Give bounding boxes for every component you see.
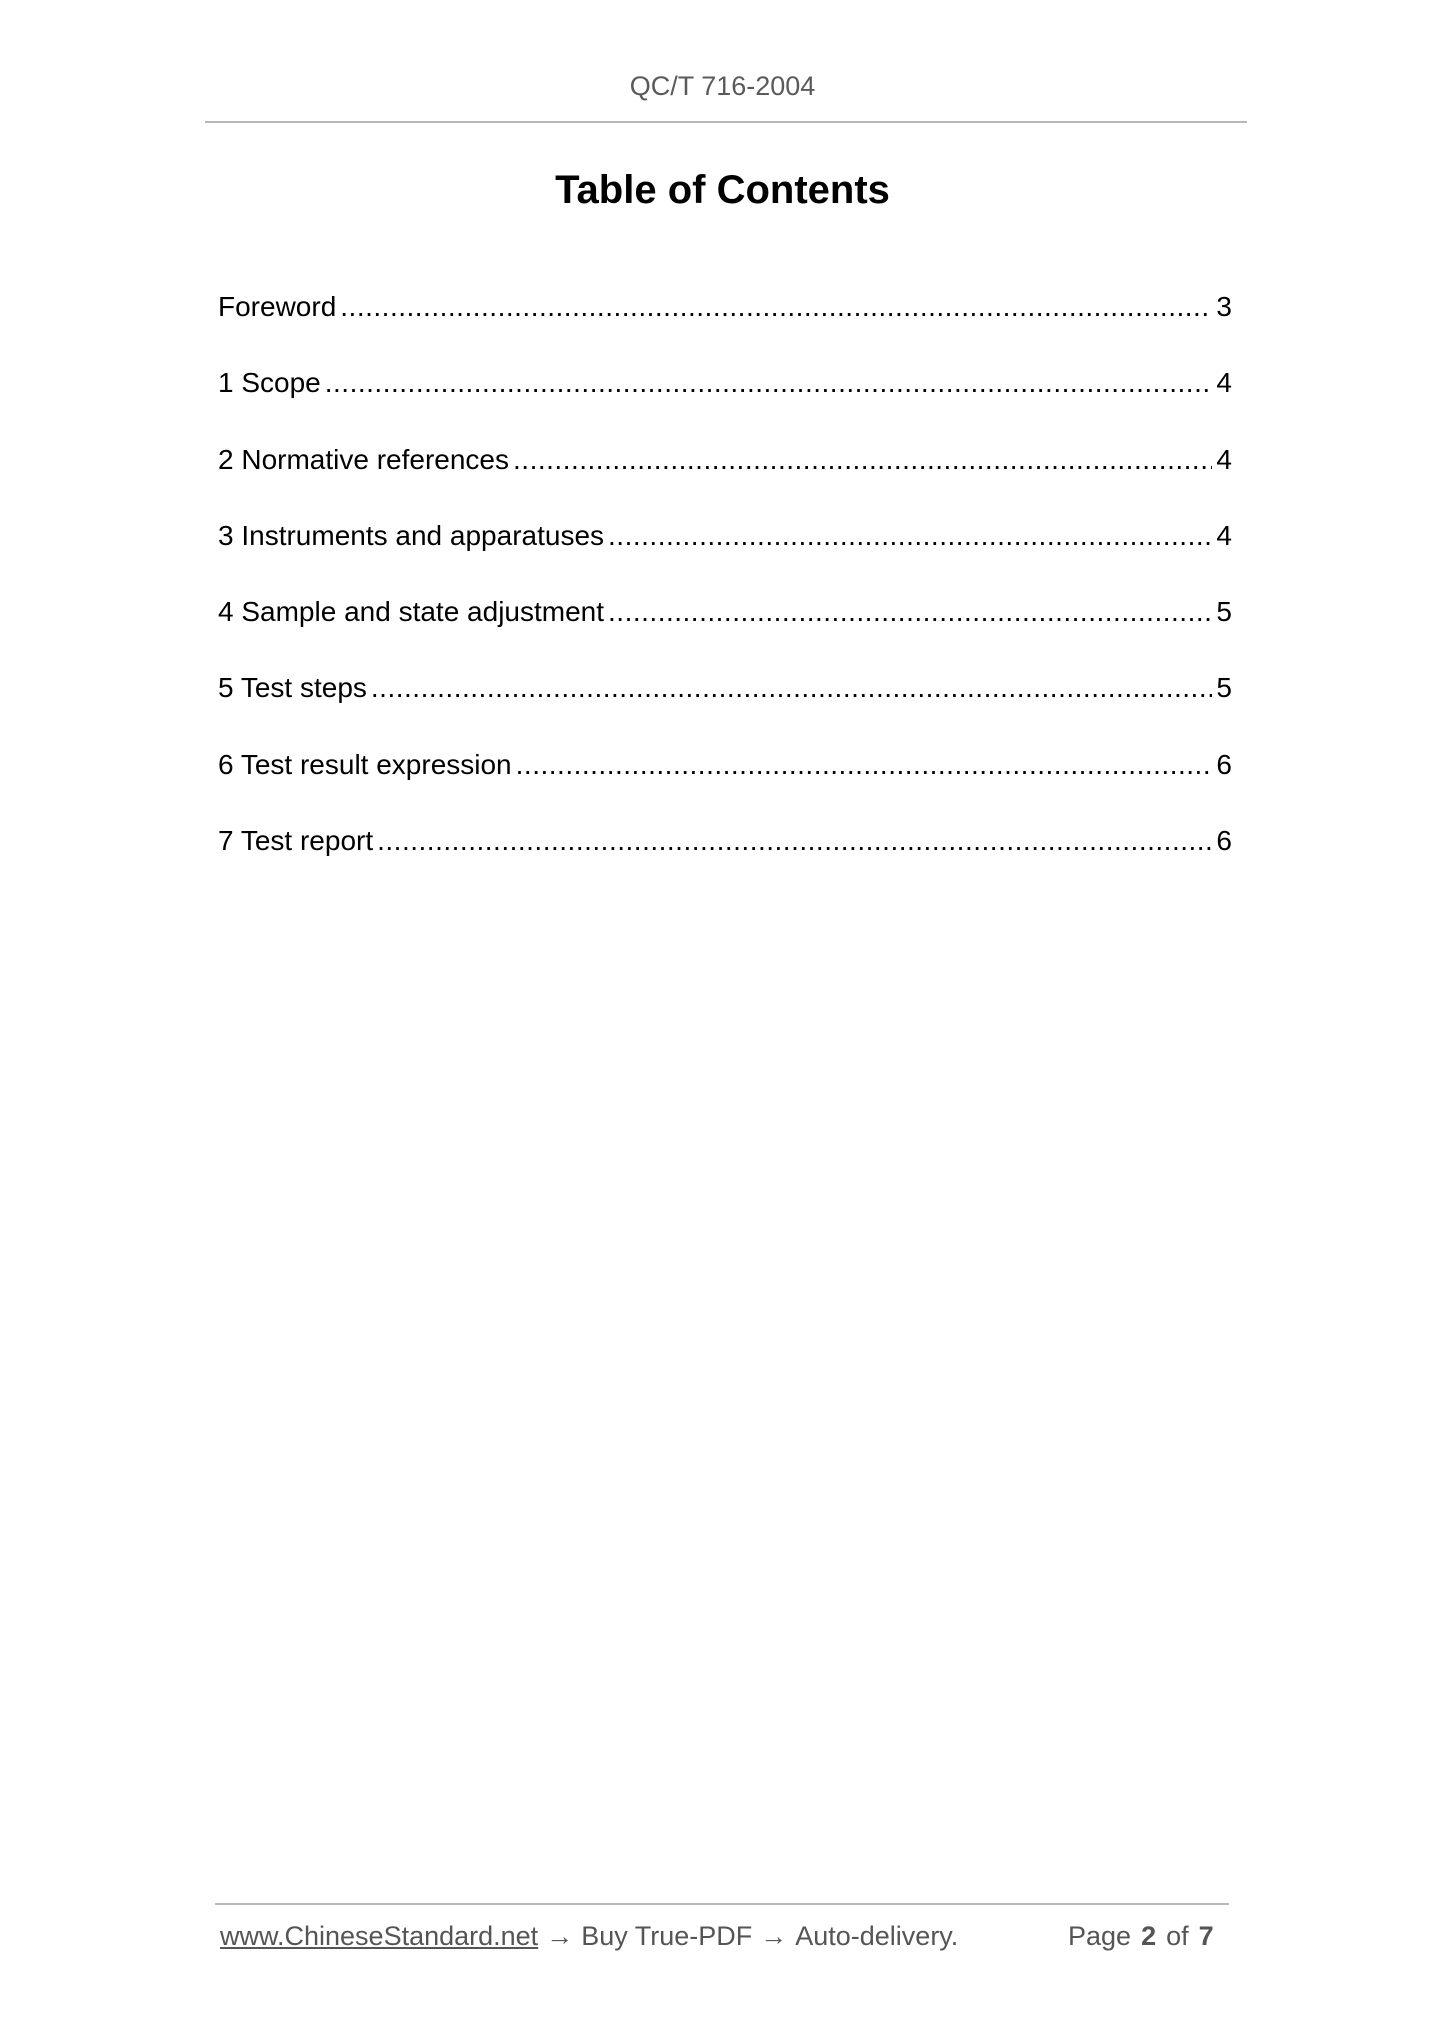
toc-entry-scope[interactable] bbox=[218, 363, 1232, 439]
toc-entry-label: Foreword bbox=[218, 291, 337, 322]
page-word: Page bbox=[1068, 1921, 1132, 1951]
toc-dot-leader bbox=[513, 440, 1212, 480]
toc-dot-leader bbox=[608, 516, 1212, 556]
total-pages-number: 7 bbox=[1198, 1921, 1214, 1951]
toc-entry-test-steps[interactable] bbox=[218, 668, 1232, 744]
toc-entry-label: 6 Test result expression bbox=[218, 748, 512, 780]
toc-entry-page: 4 bbox=[1216, 367, 1232, 399]
toc-dot-leader bbox=[340, 287, 1212, 327]
toc-entry-page: 3 bbox=[1216, 291, 1232, 322]
toc-dot-leader bbox=[608, 592, 1212, 632]
footer-promo bbox=[220, 1921, 958, 1952]
toc-entry-label: 3 Instruments and apparatuses bbox=[218, 519, 605, 551]
of-word: of bbox=[1166, 1921, 1189, 1951]
toc-entry-page: 6 bbox=[1216, 825, 1232, 857]
toc-entry-instruments[interactable] bbox=[218, 516, 1232, 592]
toc-entry-page: 4 bbox=[1216, 519, 1232, 551]
toc-entry-sample[interactable] bbox=[218, 592, 1232, 668]
toc-entry-label: 2 Normative references bbox=[218, 443, 510, 475]
toc-heading: Table of Contents bbox=[555, 168, 890, 212]
toc-entry-page: 5 bbox=[1216, 672, 1232, 704]
toc-entry-label: 7 Test report bbox=[218, 825, 374, 857]
current-page-number: 2 bbox=[1141, 1921, 1157, 1951]
toc-entry-test-result[interactable] bbox=[218, 745, 1232, 821]
header-divider bbox=[205, 121, 1247, 123]
site-link[interactable]: www.ChineseStandard.net bbox=[220, 1921, 539, 1951]
toc-entry-label: 1 Scope bbox=[218, 367, 321, 399]
footer-divider bbox=[215, 1903, 1229, 1905]
toc-entry-test-report[interactable] bbox=[218, 821, 1232, 897]
toc-entry-label: 4 Sample and state adjustment bbox=[218, 596, 605, 628]
right-arrow-icon: → bbox=[546, 1921, 574, 1951]
toc-list bbox=[218, 287, 1232, 897]
toc-entry-page: 5 bbox=[1216, 596, 1232, 628]
toc-dot-leader bbox=[325, 363, 1213, 403]
toc-entry-foreword[interactable] bbox=[218, 287, 1232, 363]
toc-entry-page: 6 bbox=[1216, 748, 1232, 780]
toc-entry-normative-references[interactable] bbox=[218, 440, 1232, 516]
footer-step-delivery: Auto-delivery. bbox=[795, 1921, 959, 1951]
page-indicator bbox=[1068, 1921, 1214, 1952]
toc-dot-leader bbox=[516, 745, 1213, 785]
toc-dot-leader bbox=[377, 821, 1212, 861]
toc-entry-page: 4 bbox=[1216, 443, 1232, 475]
footer-step-buy: Buy True-PDF bbox=[581, 1921, 753, 1951]
document-code: QC/T 716-2004 bbox=[629, 71, 816, 101]
right-arrow-icon: → bbox=[760, 1921, 788, 1951]
toc-dot-leader bbox=[371, 668, 1213, 708]
toc-entry-label: 5 Test steps bbox=[218, 672, 367, 704]
